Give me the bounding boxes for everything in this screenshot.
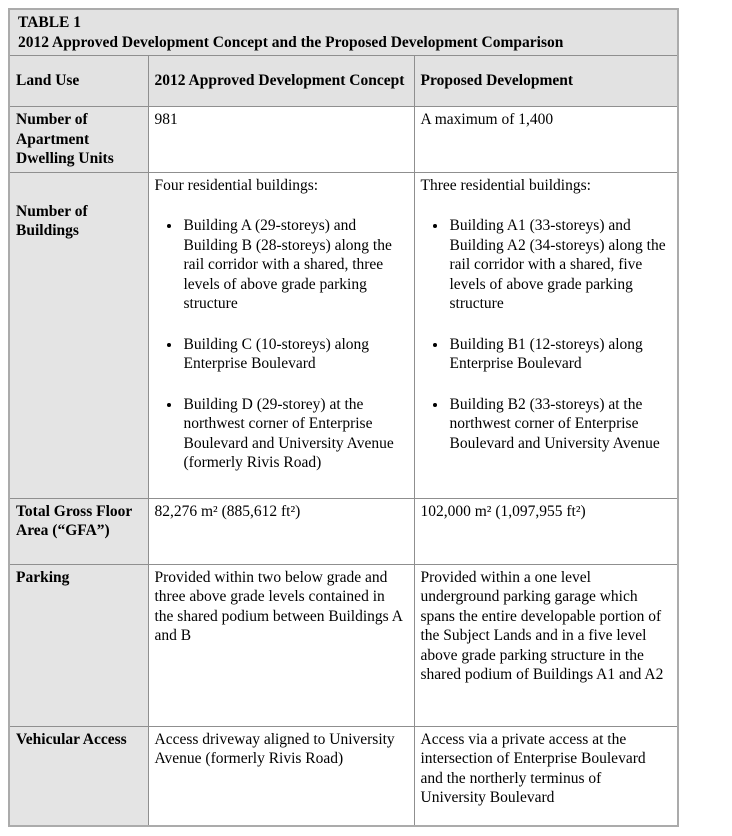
bullet-item: • Building A1 (33-storeys) and Building A2 (34-storeys) along the rail corridor with a shared, five levels of above grade parking structure — [448, 216, 671, 314]
approved-vehicular-access: Access driveway aligned to University Avenue (formerly Rivis Road) — [148, 726, 414, 826]
bullet-item: • Building B1 (12-storeys) along Enterprise Boulevard — [448, 335, 671, 374]
bullet-item: • Building B2 (33-storeys) at the northwest corner of Enterprise Boulevard and University Avenue — [448, 395, 671, 454]
row-label-gfa: Total Gross Floor Area (“GFA”) — [9, 498, 148, 564]
approved-gfa: 82,276 m² (885,612 ft²) — [148, 498, 414, 564]
proposed-parking: Provided within a one level underground parking garage which spans the entire developable portion of the Subject Lands and in a five level above grade parking structure in the shared podium of Buildings A1 and A2 — [414, 564, 678, 726]
proposed-dwelling-units: A maximum of 1,400 — [414, 107, 678, 173]
row-buildings — [9, 172, 678, 498]
proposed-vehicular-access: Access via a private access at the intersection of Enterprise Boulevard and the northerly terminus of University Boulevard — [414, 726, 678, 826]
row-dwelling-units — [9, 107, 678, 173]
approved-buildings-intro: Four residential buildings: — [154, 176, 319, 194]
development-comparison-table — [8, 8, 679, 827]
table-title: 2012 Approved Development Concept and the Proposed Development Comparison — [18, 33, 564, 51]
table-number: TABLE 1 — [18, 14, 82, 31]
approved-buildings — [148, 172, 414, 498]
col-header-approved: 2012 Approved Development Concept — [148, 56, 414, 107]
table-title-cell — [9, 9, 678, 56]
bullet-item: • Building C (10-storeys) along Enterprise Boulevard — [182, 335, 407, 374]
row-label-parking: Parking — [9, 564, 148, 726]
column-header-row — [9, 56, 678, 107]
table-title-row — [9, 9, 678, 56]
row-parking — [9, 564, 678, 726]
row-label-buildings: Number of Buildings — [9, 172, 148, 498]
approved-buildings-list — [155, 216, 407, 473]
col-header-land-use: Land Use — [9, 56, 148, 107]
row-label-vehicular-access: Vehicular Access — [9, 726, 148, 826]
row-vehicular-access — [9, 726, 678, 826]
proposed-buildings — [414, 172, 678, 498]
approved-dwelling-units: 981 — [148, 107, 414, 173]
proposed-gfa: 102,000 m² (1,097,955 ft²) — [414, 498, 678, 564]
col-header-proposed: Proposed Development — [414, 56, 678, 107]
row-gfa — [9, 498, 678, 564]
bullet-item: • Building D (29-storey) at the northwest corner of Enterprise Boulevard and University Avenue (formerly Rivis Road) — [182, 395, 407, 473]
proposed-buildings-intro: Three residential buildings: — [420, 176, 591, 194]
approved-parking: Provided within two below grade and three above grade levels contained in the shared podium between Buildings A and B — [148, 564, 414, 726]
row-label-dwelling-units: Number of Apartment Dwelling Units — [9, 107, 148, 173]
bullet-item: • Building A (29-storeys) and Building B (28-storeys) along the rail corridor with a shared, three levels of above grade parking structure — [182, 216, 407, 314]
proposed-buildings-list — [421, 216, 671, 453]
